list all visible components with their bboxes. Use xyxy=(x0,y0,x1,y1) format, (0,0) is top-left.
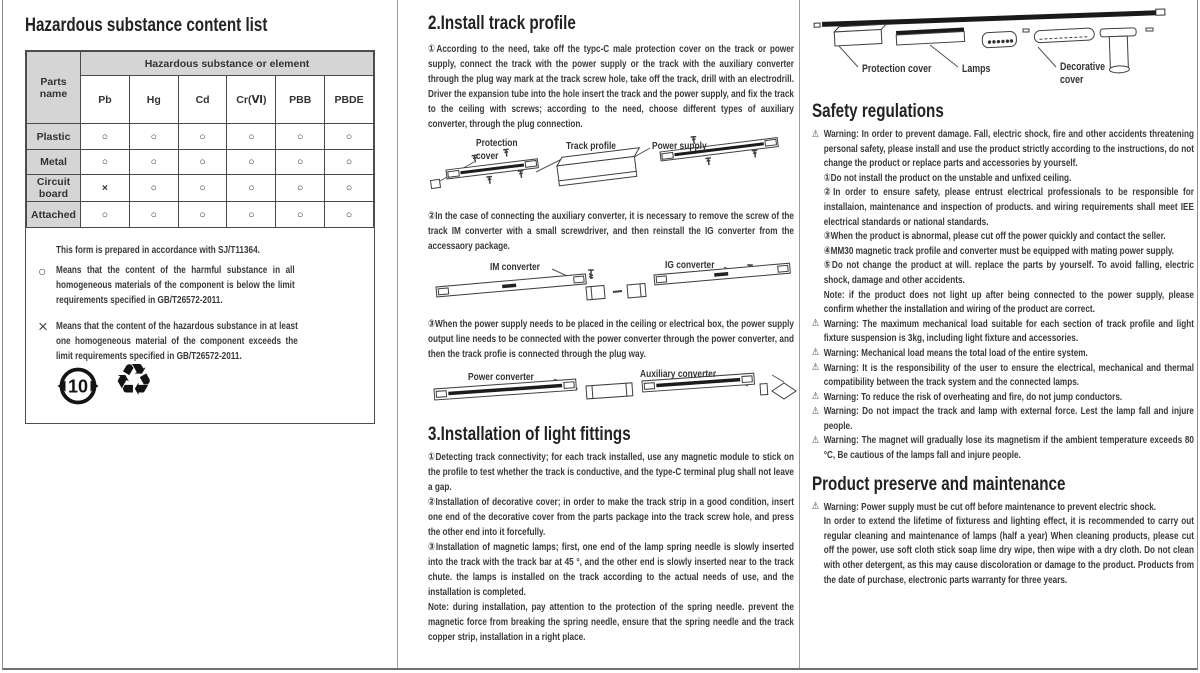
mark-cell: ○ xyxy=(178,175,227,202)
mark-cell: ○ xyxy=(129,202,178,228)
mark-cell: ○ xyxy=(276,202,325,228)
mark-cell: ○ xyxy=(81,124,130,150)
safety-item-text: ①Do not install the product on the unstable and unfixed ceiling. xyxy=(823,171,1072,184)
safety-item-text: Warning: To reduce the risk of overheating and fire, do not jump conductors. xyxy=(823,390,1123,403)
maintenance-items xyxy=(812,500,1194,588)
safety-item-text: ②In order to ensure safety, please entrust electrical professionals to be responsible for installaion, maintenance and inspection of products. and wiring requirements shall meet IEE electrical standards or national standards. xyxy=(823,186,1194,228)
safety-items xyxy=(812,127,1194,463)
table-corner-cell: Parts name xyxy=(27,52,81,124)
hazardous-title: Hazardous substance content list xyxy=(25,15,268,36)
mark-cell: ○ xyxy=(325,150,374,175)
hazardous-substance-table xyxy=(26,51,374,228)
safety-item xyxy=(812,258,1194,287)
power-supply-label: Power supply xyxy=(652,140,707,152)
protection-cover-label: Protection cover xyxy=(476,137,518,162)
hazardous-panel xyxy=(25,50,375,424)
circle-mark-icon: ○ xyxy=(38,263,47,279)
safety-item-text: Warning: The maximum mechanical load suitable for each section of track profile and light fixture suspension is 3kg, including light fixture and accessories. xyxy=(823,317,1194,345)
hazardous-substance-section xyxy=(25,14,385,37)
maintenance-warning xyxy=(812,500,1194,515)
mark-cell: ○ xyxy=(178,202,227,228)
maintenance-title: Product preserve and maintenance xyxy=(812,473,1066,495)
maintenance-warning-text: Warning: Power supply must be cut off before maintenance to prevent electric shock. xyxy=(823,500,1157,513)
svg-text:10: 10 xyxy=(67,376,89,397)
warning-icon: ⚠ xyxy=(812,347,819,359)
row-label: Circuit board xyxy=(27,175,81,202)
safety-item xyxy=(812,127,1194,171)
table-group-header: Hazardous substance or element xyxy=(81,52,374,76)
safety-item xyxy=(812,171,1194,186)
install-track-section xyxy=(428,12,794,645)
mark-cell: ○ xyxy=(325,202,374,228)
install-step-1: ①According to the need, take off the typc-C male protection cover on the track or power supply, connect the track with the power supply or the track with the auxiliary converter through the plug way mark at the track screw hole, take off the track, drill with an electrodrill. Driver the expansion tube into the hole insert the track and the power supply, and fix the track to the ceiling with screws; according to the need, choose different types of auxiliary converter, through the plug connection. xyxy=(428,43,794,130)
mark-cell: ○ xyxy=(129,175,178,202)
safety-item-text: Warning: It is the responsibility of the user to ensure the electrical, mechanical and thermal compatibility between the track system and the connected lamps. xyxy=(823,361,1194,389)
mark-cell: ○ xyxy=(129,150,178,175)
row-label: Metal xyxy=(27,150,81,175)
warning-icon: ⚠ xyxy=(812,391,819,403)
mark-cell: ○ xyxy=(325,175,374,202)
row-label: Plastic xyxy=(27,124,81,150)
fittings-step-3: ③Installation of magnetic lamps; first, one end of the lamp spring needle is slowly inserted into the track with the track bar at 45 °, and the other end is slowly inserted near to the track chute. the lamps is installed on the track according to the actual needs of use, and the installation is completed. xyxy=(428,541,794,598)
track-profile-label: Track profile xyxy=(566,140,616,152)
lamps-label: Lamps xyxy=(962,63,991,75)
safety-item xyxy=(812,317,1194,346)
mark-cell: ○ xyxy=(276,124,325,150)
ig-converter-label: IG converter xyxy=(665,259,715,271)
table-row xyxy=(27,175,374,202)
column-divider-left xyxy=(397,0,398,668)
mark-cell: ○ xyxy=(81,202,130,228)
install-step-2: ②In the case of connecting the auxiliary converter, it is necessary to remove the screw of the track IM converter with a small screwdriver, and then reinstall the IG converter from the accessaory package. xyxy=(428,210,794,252)
mark-cell: ○ xyxy=(325,124,374,150)
safety-item-text: Note: if the product does not light up after being connected to the power supply, please confirm whether the installation and wiring of the product are correct. xyxy=(823,288,1194,316)
safety-item-text: ③When the product is abnormal, please cut off the power quickly and contact the seller. xyxy=(823,230,1166,243)
safety-item xyxy=(812,244,1194,259)
col-header: Hg xyxy=(129,76,178,124)
cross-mark-icon: × xyxy=(38,317,48,336)
safety-item-text: Warning: Mechanical load means the total load of the entire system. xyxy=(823,346,1088,359)
warning-icon: ⚠ xyxy=(812,405,819,417)
form-note: This form is prepared in accordance with SJ/T11364. xyxy=(56,244,260,256)
protection-cover-label: Protection cover xyxy=(862,63,932,75)
safety-item-text: Warning: Do not impact the track and lamp with external force. Lest the lamp fall and injure people. xyxy=(823,405,1194,432)
mark-cell: ○ xyxy=(81,150,130,175)
safety-section xyxy=(812,0,1194,587)
mark-cell: ○ xyxy=(276,150,325,175)
converter-swap-diagram xyxy=(428,257,794,313)
safety-item-text: Warning: In order to prevent damage. Fall, electric shock, fire and other accidents threatening personal safety, please install and use the product strictly according to the instructions, do not change the product or replace parts and accessories by yourself. xyxy=(823,128,1194,170)
maintenance-body xyxy=(812,514,1194,587)
mark-cell: ○ xyxy=(227,124,276,150)
col-header: PBDE xyxy=(325,76,374,124)
fittings-step-1: ①Detecting track connectivity; for each track installed, use any magnetic module to stick on the profile to test whether the track is conductive, and the type-C terminal plug shall not leave a gap. xyxy=(428,451,794,493)
mark-cell: ○ xyxy=(227,175,276,202)
table-row xyxy=(27,150,374,175)
safety-item xyxy=(812,404,1194,433)
system-overview-diagram xyxy=(812,3,1194,93)
warning-icon: ⚠ xyxy=(812,128,819,140)
mark-cell: × xyxy=(81,175,130,202)
recycle-icon: ♻ xyxy=(114,356,154,405)
col-header: Pb xyxy=(81,76,130,124)
system-overview-art xyxy=(812,3,1194,93)
safety-item-text: ④MM30 magnetic track profile and converter must be equipped with mating power supply. xyxy=(823,244,1175,257)
install-track-title: 2.Install track profile xyxy=(428,13,576,34)
safety-item xyxy=(812,346,1194,361)
mark-cell: ○ xyxy=(178,150,227,175)
mark-cell: ○ xyxy=(276,175,325,202)
warning-icon: ⚠ xyxy=(812,362,819,373)
power-converter-label: Power converter xyxy=(468,371,534,383)
table-row xyxy=(27,124,374,150)
safety-item-text: ⑤Do not change the product at will. replace the parts by yourself. To avoid falling, electric shock, damage and other accidents. xyxy=(823,259,1194,286)
im-converter-label: IM converter xyxy=(490,261,540,273)
track-assembly-diagram xyxy=(428,136,794,204)
col-header: PBB xyxy=(276,76,325,124)
mark-cell: ○ xyxy=(129,124,178,150)
maintenance-body-text: In order to extend the lifetime of fixturess and lighting effect, it is recommended to carry out regular cleaning and maintenance of lamps (half a year) When cleaning products, please cut off the power, use soft cloth stick soap lime dry wipe, then wipe with a dry cloth. Do not clean with other detergent, as this may cause discoloration or damage to the product. Products from the date of purchase, electronic parts warranty for three years. xyxy=(823,515,1194,586)
light-fittings-title: 3.Installation of light fittings xyxy=(428,424,631,445)
safety-item xyxy=(812,361,1194,390)
efup-10-icon xyxy=(56,364,100,408)
column-divider-right xyxy=(799,0,800,668)
safety-item xyxy=(812,288,1194,317)
mark-cell: ○ xyxy=(227,202,276,228)
safety-item xyxy=(812,390,1194,405)
converter-swap-art xyxy=(428,257,798,313)
safety-regulations-title: Safety regulations xyxy=(812,101,944,122)
fittings-note: Note: during installation, pay attention to the protection of the spring needle. prevent the magnetic force from breaking the spring needle, ensure that the spring needle and the track copper strip, installation in a right place. xyxy=(428,601,794,643)
col-header: Cd xyxy=(178,76,227,124)
safety-item xyxy=(812,433,1194,462)
power-converter-diagram xyxy=(428,367,794,417)
install-step-3: ③When the power supply needs to be placed in the ceiling or electrical box, the power supply output line needs to be connected with the power converter through the power converter, and then the track profie is connected through the plug way. xyxy=(428,318,794,360)
row-label: Attached xyxy=(27,202,81,228)
col-header: Cr(Ⅵ) xyxy=(227,76,276,124)
safety-item xyxy=(812,185,1194,229)
mark-cell: ○ xyxy=(178,124,227,150)
circle-mark-note: Means that the content of the harmful substance in all homogeneous materials of the component is below the limit requirements specified in GB/T26572-2011. xyxy=(56,264,295,306)
warning-icon: ⚠ xyxy=(812,434,819,446)
auxiliary-converter-label: Auxiliary converter xyxy=(640,368,717,380)
safety-item xyxy=(812,229,1194,244)
cross-mark-note: Means that the content of the hazardous substance in at least one homogeneous material of the component exceeds the limit requirements specified in GB/T26572-2011. xyxy=(56,320,298,362)
table-row xyxy=(27,202,374,228)
warning-icon: ⚠ xyxy=(812,501,819,513)
fittings-step-2: ②Installation of decorative cover; in order to make the track strip in a good condition, insert one end of the decorative cover from the parts package into the track screw hole, and press the other end into it forcefully. xyxy=(428,496,794,538)
mark-cell: ○ xyxy=(227,150,276,175)
safety-item-text: Warning: The magnet will gradually lose its magnetism if the ambient temperature exceeds 80 °C, Be cautious of the lamps fall and injure people. xyxy=(823,434,1194,462)
warning-icon: ⚠ xyxy=(812,318,819,330)
decorative-cover-label: Decorative cover xyxy=(1060,61,1106,86)
